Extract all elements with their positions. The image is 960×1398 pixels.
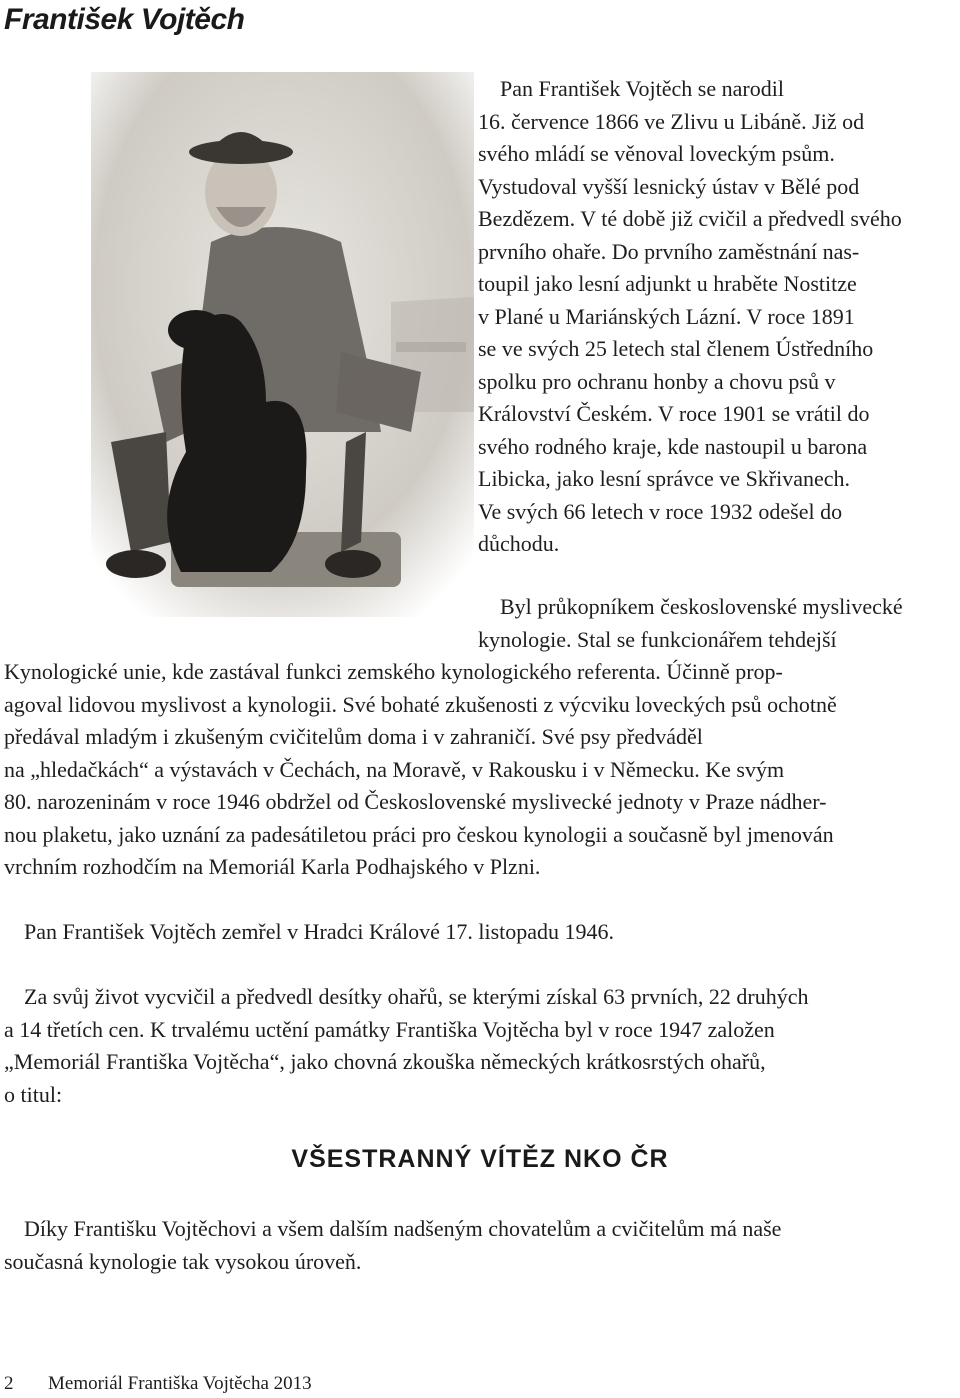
text-line: „Memoriál Františka Vojtěcha“, jako chovná zkouška německých krátkosrstých ohařů, bbox=[4, 1049, 766, 1074]
text-line: toupil jako lesní adjunkt u hraběte Nostitze bbox=[478, 271, 857, 296]
text-line: spolku pro ochranu honby a chovu psů v bbox=[478, 368, 836, 394]
text-line: svého mládí se věnoval loveckým psům. bbox=[478, 141, 835, 166]
text-line: na „hledačkách“ a výstavách v Čechách, na Moravě, v Rakousku i v Německu. Ke svým bbox=[4, 756, 785, 782]
text-line: svého rodného kraje, kde nastoupil u barona bbox=[478, 433, 868, 459]
text-line: Byl průkopníkem československé myslivecké bbox=[500, 594, 903, 619]
page-title: František Vojtěch bbox=[4, 3, 245, 36]
text-line: o titul: bbox=[4, 1081, 63, 1107]
text-line: Pan František Vojtěch se narodil bbox=[500, 76, 784, 101]
page-number: 2 bbox=[4, 1373, 14, 1394]
portrait-photo bbox=[91, 72, 474, 617]
text-line: a 14 třetích cen. K trvalému uctění památky Františka Vojtěcha byl v roce 1947 založen bbox=[4, 1016, 775, 1042]
text-line: kynologie. Stal se funkcionářem tehdejší bbox=[478, 626, 837, 652]
text-line: agoval lidovou myslivost a kynologii. Své bohaté zkušenosti z výcviku loveckých psů ochotně bbox=[4, 691, 837, 717]
text-line: Království Českém. V roce 1901 se vrátil do bbox=[478, 401, 870, 426]
text-line: Bezdězem. V té době již cvičil a předvedl svého bbox=[478, 206, 902, 231]
award-heading: VŠESTRANNÝ VÍTĚZ NKO ČR bbox=[291, 1145, 669, 1173]
footer-publication: Memoriál Františka Vojtěcha 2013 bbox=[48, 1373, 312, 1394]
text-line: se ve svých 25 letech stal členem Ústředního bbox=[478, 336, 874, 361]
text-line: předával mladým i zkušeným cvičitelům doma i v zahraničí. Své psy předváděl bbox=[4, 724, 703, 749]
text-line: vrchním rozhodčím na Memoriál Karla Podhajského v Plzni. bbox=[4, 854, 541, 879]
text-line: Vystudoval vyšší lesnický ústav v Bělé pod bbox=[478, 173, 860, 199]
text-line: důchodu. bbox=[478, 531, 560, 556]
text-line: Za svůj život vycvičil a předvedl desítky ohařů, se kterými získal 63 prvních, 22 druhých bbox=[24, 984, 809, 1009]
portrait-photo-icon bbox=[91, 72, 474, 617]
text-line: současná kynologie tak vysokou úroveň. bbox=[4, 1248, 362, 1274]
text-line: 16. července 1866 ve Zlivu u Libáně. Již od bbox=[478, 108, 865, 134]
text-line: 80. narozeninám v roce 1946 obdržel od Československé myslivecké jednoty v Praze nádher- bbox=[4, 789, 827, 814]
text-line: Ve svých 66 letech v roce 1932 odešel do bbox=[478, 498, 843, 524]
text-line: Kynologické unie, kde zastával funkci zemského kynologického referenta. Účinně prop- bbox=[4, 659, 783, 684]
text-line: v Plané u Mariánských Lázní. V roce 1891 bbox=[478, 303, 855, 329]
text-line: Díky Františku Vojtěchovi a všem dalším nadšeným chovatelům a cvičitelům má naše bbox=[24, 1216, 782, 1241]
death-paragraph: Pan František Vojtěch zemřel v Hradci Králové 17. listopadu 1946. bbox=[24, 919, 615, 944]
text-line: Libicka, jako lesní správce ve Skřivanech. bbox=[478, 466, 851, 491]
text-line: nou plaketu, jako uznání za padesátiletou práci pro českou kynologii a současně byl jmenován bbox=[4, 821, 834, 847]
text-line: prvního ohaře. Do prvního zaměstnání nas- bbox=[478, 238, 860, 264]
